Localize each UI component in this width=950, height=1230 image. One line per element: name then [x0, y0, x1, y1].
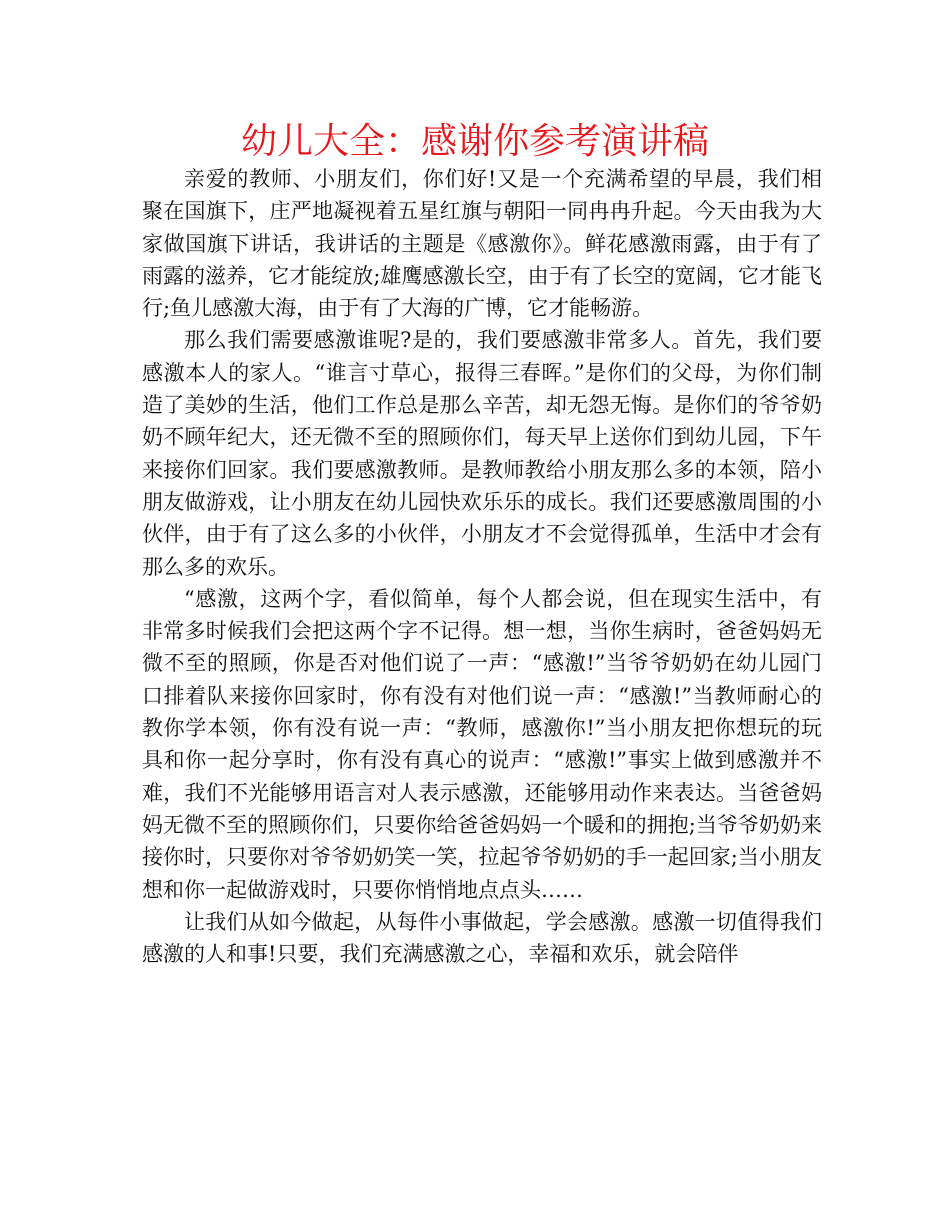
paragraph-who-to-thank: 那么我们需要感激谁呢?是的，我们要感激非常多人。首先，我们要感激本人的家人。“谁言寸草心，报得三春晖。”是你们的父母，为你们制造了美妙的生活，他们工作总是那么辛苦，却无怨无悔。是你们的爷爷奶奶不顾年纪大，还无微不至的照顾你们，每天早上送你们到幼儿园，下午来接你们回家。我们要感激教师。是教师教给小朋友那么多的本领，陪小朋友做游戏，让小朋友在幼儿园快欢乐乐的成长。我们还要感激周围的小伙伴，由于有了这么多的小伙伴，小朋友才不会觉得孤单，生活中才会有那么多的欢乐。 — [142, 328, 822, 579]
paragraph-how-to-thank: “感激，这两个字，看似简单，每个人都会说，但在现实生活中，有非常多时候我们会把这两个字不记得。想一想，当你生病时，爸爸妈妈无微不至的照顾，你是否对他们说了一声：“感激!”当爷爷奶奶在幼儿园门口排着队来接你回家时，你有没有对他们说一声：“感激!”当教师耐心的教你学本领，你有没有说一声：“教师，感激你!”当小朋友把你想玩的玩具和你一起分享时，你有没有真心的说声：“感激!”事实上做到感激并不难，我们不光能够用语言对人表示感激，还能够用动作来表达。当爸爸妈妈无微不至的照顾你们，只要你给爸爸妈妈一个暖和的拥抱;当爷爷奶奶来接你时，只要你对爷爷奶奶笑一笑，拉起爷爷奶奶的手一起回家;当小朋友想和你一起做游戏时，只要你悄悄地点点头…… — [142, 586, 822, 902]
paragraph-greeting: 亲爱的教师、小朋友们，你们好!又是一个充满希望的早晨，我们相聚在国旗下，庄严地凝视着五星红旗与朝阳一同冉冉升起。今天由我为大家做国旗下讲话，我讲话的主题是《感激你》。鲜花感激雨露，由于有了雨露的滋养，它才能绽放;雄鹰感激长空，由于有了长空的宽阔，它才能飞行;鱼儿感激大海，由于有了大海的广博，它才能畅游。 — [142, 167, 822, 321]
document-body — [142, 163, 822, 970]
document-title: 幼儿大全：感谢你参考演讲稿 — [240, 121, 709, 162]
paragraph-closing: 让我们从如今做起，从每件小事做起，学会感激。感激一切值得我们感激的人和事!只要，我们充满感激之心，幸福和欢乐，就会陪伴 — [142, 909, 822, 967]
